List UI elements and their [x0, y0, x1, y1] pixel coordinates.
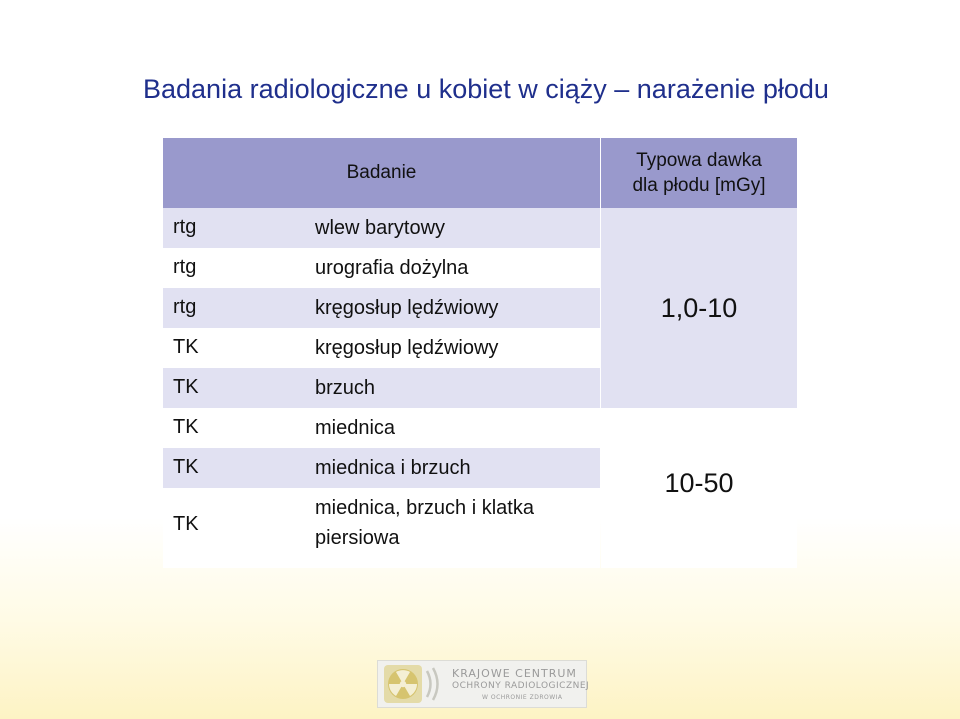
table-row	[163, 368, 600, 408]
exam-name: miednica i brzuch	[315, 457, 471, 479]
exam-type: rtg	[173, 216, 197, 238]
exam-name-line2: piersiowa	[315, 527, 400, 549]
dose-cell-low	[601, 208, 797, 408]
header-exam-label: Badanie	[346, 162, 417, 183]
exam-name: urografia dożylna	[315, 257, 469, 279]
dose-value-high: 10-50	[664, 468, 734, 498]
exam-name-line1: miednica, brzuch i klatka	[315, 497, 534, 519]
table-row	[163, 488, 600, 568]
exam-type: TK	[173, 456, 199, 478]
exam-type: TK	[173, 336, 199, 358]
table-row	[163, 288, 600, 328]
exam-type: rtg	[173, 256, 197, 278]
table-row	[163, 248, 600, 288]
exam-name: brzuch	[315, 377, 376, 399]
header-dose-label-line2: dla płodu [mGy]	[632, 175, 766, 196]
exam-name: miednica	[315, 417, 396, 439]
exam-name: kręgosłup lędźwiowy	[315, 337, 499, 359]
slide-title: Badania radiologiczne u kobiet w ciąży – narażenie płodu	[143, 74, 829, 104]
table-row	[163, 208, 600, 248]
institution-logo	[377, 660, 590, 708]
exam-type: rtg	[173, 296, 197, 318]
dose-cell-high	[601, 408, 797, 568]
table-header-dose	[601, 138, 797, 208]
table-row	[163, 408, 600, 448]
exam-name: kręgosłup lędźwiowy	[315, 297, 499, 319]
header-dose-label-line1: Typowa dawka	[636, 150, 762, 171]
logo-text-line2: OCHRONY RADIOLOGICZNEJ	[452, 681, 590, 691]
radiation-symbol-icon	[384, 665, 422, 703]
signal-arcs-icon	[424, 665, 444, 703]
exam-type: TK	[173, 416, 199, 438]
table-row	[163, 448, 600, 488]
exam-type: TK	[173, 513, 199, 535]
exam-type: TK	[173, 376, 199, 398]
logo-text-line1: KRAJOWE CENTRUM	[452, 667, 577, 680]
table-row	[163, 328, 600, 368]
dose-value-low: 1,0-10	[660, 293, 738, 323]
logo-text-line3: W OCHRONIE ZDROWIA	[482, 694, 563, 701]
table-header-exam	[163, 138, 600, 208]
exam-name: wlew barytowy	[315, 217, 446, 239]
